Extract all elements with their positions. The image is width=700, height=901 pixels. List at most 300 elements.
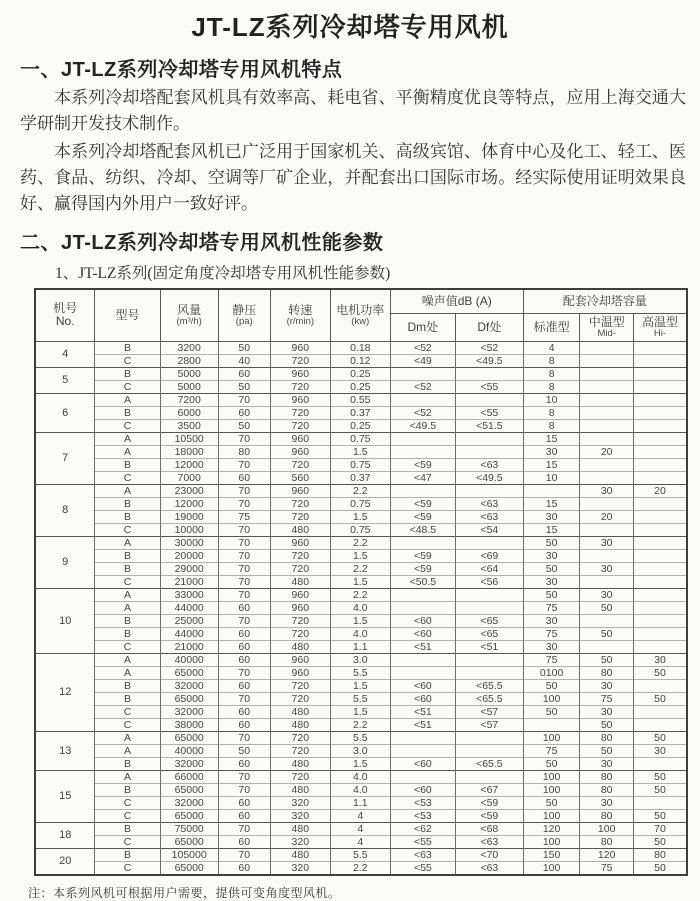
table-cell: 4 <box>523 341 580 354</box>
table-cell: 0.25 <box>330 367 390 380</box>
table-cell <box>523 718 580 731</box>
table-cell: 75 <box>523 601 580 614</box>
table-cell: <60 <box>390 692 455 705</box>
table-cell: 3.0 <box>330 744 390 757</box>
spec-table-header <box>35 289 687 341</box>
table-cell: <63 <box>455 861 523 875</box>
table-cell: <51.5 <box>455 419 523 432</box>
table-row <box>35 497 687 510</box>
table-cell: <63 <box>455 458 523 471</box>
table-row <box>35 653 687 666</box>
table-cell <box>390 653 455 666</box>
table-cell: 70 <box>218 393 270 406</box>
table-cell: <51 <box>455 640 523 653</box>
table-cell: 75000 <box>160 822 218 835</box>
table-cell: 50 <box>580 744 633 757</box>
table-cell: <49 <box>390 354 455 367</box>
table-cell: <62 <box>390 822 455 835</box>
table-cell: 50 <box>633 770 687 783</box>
table-cell: B <box>95 822 160 835</box>
table-cell: 33000 <box>160 588 218 601</box>
table-cell: 70 <box>218 523 270 536</box>
table-cell: <53 <box>390 796 455 809</box>
col-header-motor-power-label: 电机功率 <box>336 302 385 317</box>
table-cell <box>580 393 633 406</box>
table-cell: 50 <box>523 705 580 718</box>
table-cell: 60 <box>218 705 270 718</box>
table-cell: B <box>95 458 160 471</box>
table-cell: 960 <box>270 666 330 679</box>
table-cell <box>390 744 455 757</box>
table-cell: 480 <box>270 718 330 731</box>
table-cell: 23000 <box>160 484 218 497</box>
table-cell: 0.12 <box>330 354 390 367</box>
table-cell: 32000 <box>160 796 218 809</box>
table-row <box>35 341 687 354</box>
table-cell <box>633 380 687 393</box>
col-header-motor-power-unit: (kw) <box>351 315 370 327</box>
table-cell: B <box>95 341 160 354</box>
machine-no-cell: 15 <box>35 770 95 822</box>
table-row <box>35 822 687 835</box>
machine-no-cell: 20 <box>35 848 95 875</box>
table-cell: <59 <box>390 510 455 523</box>
table-row <box>35 679 687 692</box>
table-cell: 75 <box>218 510 270 523</box>
table-cell: <56 <box>455 575 523 588</box>
table-cell: C <box>95 354 160 367</box>
table-cell: <59 <box>390 549 455 562</box>
table-row <box>35 562 687 575</box>
table-cell <box>633 614 687 627</box>
table-cell: 60 <box>218 367 270 380</box>
table-cell: 7200 <box>160 393 218 406</box>
table-cell: 50 <box>523 796 580 809</box>
table-cell <box>633 341 687 354</box>
table-cell: 70 <box>218 458 270 471</box>
table-cell: 80 <box>633 848 687 861</box>
col-header-machine-no <box>35 289 95 341</box>
table-cell: 44000 <box>160 627 218 640</box>
table-cell <box>455 536 523 549</box>
col-header-df: Df处 <box>455 313 523 341</box>
table-cell: 1.5 <box>330 510 390 523</box>
table-cell <box>390 601 455 614</box>
table-row <box>35 731 687 744</box>
table-cell: <52 <box>390 380 455 393</box>
table-cell: 4 <box>330 809 390 822</box>
table-cell: 65000 <box>160 783 218 796</box>
features-paragraph-2: 本系列冷却塔配套风机已广泛用于国家机关、高级宾馆、体育中心及化工、轻工、医药、食品、纺织、冷却、空调等厂矿企业，并配套出口国际市场。经实际使用证明效果良好、赢得国内外用户一致好评。 <box>20 142 686 213</box>
table-cell: 70 <box>218 731 270 744</box>
table-cell: 70 <box>218 770 270 783</box>
table-cell: A <box>95 484 160 497</box>
table-cell <box>455 393 523 406</box>
table-cell: 50 <box>633 835 687 848</box>
table-cell: 720 <box>270 497 330 510</box>
table-row <box>35 458 687 471</box>
table-cell <box>633 575 687 588</box>
table-cell: 15 <box>523 458 580 471</box>
table-cell: <53 <box>390 809 455 822</box>
table-cell: 960 <box>270 601 330 614</box>
col-header-motor-power <box>330 289 390 341</box>
table-cell: 4 <box>330 835 390 848</box>
table-cell: 60 <box>218 601 270 614</box>
table-cell: 720 <box>270 458 330 471</box>
col-header-mid-temp <box>580 313 633 341</box>
table-cell <box>580 497 633 510</box>
table-cell: 1.5 <box>330 757 390 770</box>
table-cell: B <box>95 692 160 705</box>
table-cell: 960 <box>270 367 330 380</box>
table-cell: <52 <box>390 406 455 419</box>
table-cell: <63 <box>455 497 523 510</box>
table-cell: 65000 <box>160 692 218 705</box>
table-cell: <48.5 <box>390 523 455 536</box>
table-cell: A <box>95 432 160 445</box>
table-cell: 21000 <box>160 640 218 653</box>
table-cell: B <box>95 406 160 419</box>
table-cell: 320 <box>270 835 330 848</box>
table-cell: 60 <box>218 679 270 692</box>
table-cell: 50 <box>218 744 270 757</box>
table-cell: 2.2 <box>330 861 390 875</box>
table-cell <box>633 679 687 692</box>
table-cell: <69 <box>455 549 523 562</box>
table-cell: C <box>95 523 160 536</box>
table-cell <box>633 549 687 562</box>
table-cell: 560 <box>270 471 330 484</box>
table-cell: A <box>95 666 160 679</box>
table-cell: 75 <box>523 653 580 666</box>
table-cell: 60 <box>218 757 270 770</box>
table-cell: 70 <box>218 783 270 796</box>
table-cell: <54 <box>455 523 523 536</box>
col-header-high-temp-label: 高温型 <box>641 314 678 329</box>
table-cell: <59 <box>390 562 455 575</box>
table-cell: 15 <box>523 432 580 445</box>
table-cell <box>633 471 687 484</box>
table-cell: 30 <box>633 653 687 666</box>
table-cell: 12000 <box>160 497 218 510</box>
table-cell: C <box>95 835 160 848</box>
machine-no-cell: 5 <box>35 367 95 393</box>
table-cell: A <box>95 770 160 783</box>
table-cell: 5000 <box>160 380 218 393</box>
table-cell <box>633 627 687 640</box>
table-cell <box>633 445 687 458</box>
table-row <box>35 601 687 614</box>
table-cell: <52 <box>390 341 455 354</box>
table-cell: 50 <box>523 679 580 692</box>
table-cell: A <box>95 601 160 614</box>
table-cell: 320 <box>270 809 330 822</box>
table-cell: 720 <box>270 562 330 575</box>
table-cell: 30 <box>580 562 633 575</box>
table-cell: 60 <box>218 796 270 809</box>
table-cell <box>580 406 633 419</box>
table-cell <box>455 588 523 601</box>
table-cell: 3200 <box>160 341 218 354</box>
table-cell: 50 <box>218 419 270 432</box>
table-cell: 100 <box>523 731 580 744</box>
table-cell: 30000 <box>160 536 218 549</box>
table-cell: 960 <box>270 341 330 354</box>
table-cell: 65000 <box>160 666 218 679</box>
table-cell <box>633 562 687 575</box>
table-cell: <63 <box>390 848 455 861</box>
table-cell: B <box>95 627 160 640</box>
table-cell: 10500 <box>160 432 218 445</box>
table-cell: 0.25 <box>330 419 390 432</box>
table-cell: 70 <box>218 484 270 497</box>
table-cell <box>580 367 633 380</box>
table-row <box>35 809 687 822</box>
table-cell <box>633 367 687 380</box>
table-cell: 2.2 <box>330 562 390 575</box>
table-cell <box>390 393 455 406</box>
table-cell: 0100 <box>523 666 580 679</box>
table-cell: 50 <box>633 809 687 822</box>
table-cell: 21000 <box>160 575 218 588</box>
table-cell: 80 <box>218 445 270 458</box>
table-cell <box>580 341 633 354</box>
table-cell: B <box>95 497 160 510</box>
table-cell: 60 <box>218 640 270 653</box>
table-cell: 960 <box>270 588 330 601</box>
table-cell: 65000 <box>160 861 218 875</box>
col-header-speed <box>270 289 330 341</box>
table-cell: 50 <box>633 692 687 705</box>
col-header-machine-no-label: 机号 <box>53 301 78 316</box>
table-row <box>35 640 687 653</box>
table-cell <box>455 367 523 380</box>
table-cell: A <box>95 445 160 458</box>
table-cell: 80 <box>580 783 633 796</box>
table-cell: B <box>95 549 160 562</box>
table-cell: 80 <box>580 666 633 679</box>
col-header-standard: 标准型 <box>523 313 580 341</box>
table-cell: 0.75 <box>330 497 390 510</box>
table-cell: 70 <box>218 549 270 562</box>
table-cell: A <box>95 588 160 601</box>
table-cell <box>455 770 523 783</box>
table-cell: 10000 <box>160 523 218 536</box>
table-cell: 100 <box>523 861 580 875</box>
table-cell: 80 <box>580 835 633 848</box>
table-cell: 0.75 <box>330 523 390 536</box>
table-cell: 50 <box>633 731 687 744</box>
col-header-dm: Dm处 <box>390 313 455 341</box>
table-cell: 4 <box>330 822 390 835</box>
table-row <box>35 666 687 679</box>
table-cell <box>580 354 633 367</box>
col-header-machine-no-sub: No. <box>55 314 75 329</box>
table-cell: 30 <box>523 445 580 458</box>
table-cell <box>390 484 455 497</box>
table-cell: 480 <box>270 848 330 861</box>
table-cell: C <box>95 861 160 875</box>
table-row <box>35 445 687 458</box>
table-cell: 65000 <box>160 731 218 744</box>
table-cell <box>633 757 687 770</box>
table-cell: 70 <box>218 575 270 588</box>
table-cell: 65000 <box>160 809 218 822</box>
table-cell: 30 <box>523 510 580 523</box>
table-cell: 720 <box>270 549 330 562</box>
col-header-airflow <box>160 289 218 341</box>
table-cell: C <box>95 718 160 731</box>
table-cell: 480 <box>270 757 330 770</box>
table-cell: 2800 <box>160 354 218 367</box>
table-cell: 320 <box>270 861 330 875</box>
table-cell: 10 <box>523 471 580 484</box>
table-row <box>35 575 687 588</box>
table-row <box>35 367 687 380</box>
table-row <box>35 796 687 809</box>
table-cell: 70 <box>218 536 270 549</box>
table-cell: 10 <box>523 393 580 406</box>
table-cell: 60 <box>218 835 270 848</box>
table-cell: 50 <box>580 601 633 614</box>
table-cell <box>390 731 455 744</box>
table-cell: 960 <box>270 393 330 406</box>
table-cell: 70 <box>218 562 270 575</box>
table-cell: B <box>95 848 160 861</box>
table-row <box>35 406 687 419</box>
table-cell: A <box>95 744 160 757</box>
table-cell: 0.25 <box>330 380 390 393</box>
table-cell: 50 <box>523 757 580 770</box>
table-cell: 5000 <box>160 367 218 380</box>
table-row <box>35 744 687 757</box>
table-cell: 70 <box>218 822 270 835</box>
table-cell <box>523 484 580 497</box>
table-cell: <57 <box>455 718 523 731</box>
table-cell <box>455 744 523 757</box>
table-cell: <60 <box>390 783 455 796</box>
table-cell: 50 <box>633 861 687 875</box>
table-cell: <70 <box>455 848 523 861</box>
col-header-speed-label: 转速 <box>288 302 313 317</box>
table-cell: 60 <box>218 653 270 666</box>
table-cell <box>455 666 523 679</box>
table-cell <box>633 601 687 614</box>
table-cell: 1.5 <box>330 705 390 718</box>
col-header-static-pressure-label: 静压 <box>232 302 257 317</box>
table-cell: 480 <box>270 705 330 718</box>
table-cell: 2.2 <box>330 484 390 497</box>
table-cell <box>633 536 687 549</box>
table-cell: 5.5 <box>330 731 390 744</box>
table-cell: A <box>95 536 160 549</box>
table-cell: B <box>95 510 160 523</box>
table-cell <box>580 523 633 536</box>
table-cell: 4.0 <box>330 601 390 614</box>
table-row <box>35 354 687 367</box>
spec-table-wrapper <box>34 288 688 876</box>
col-header-airflow-label: 风量 <box>177 302 202 317</box>
table-cell: 75 <box>580 861 633 875</box>
table-cell <box>633 588 687 601</box>
table-cell <box>633 406 687 419</box>
table-cell: C <box>95 380 160 393</box>
table-cell <box>633 393 687 406</box>
table-cell <box>633 796 687 809</box>
table-cell <box>390 588 455 601</box>
table-row <box>35 861 687 875</box>
table-cell: 105000 <box>160 848 218 861</box>
table-cell: A <box>95 393 160 406</box>
table-cell <box>633 432 687 445</box>
table-cell <box>580 640 633 653</box>
table-cell: 1.5 <box>330 445 390 458</box>
table-cell: <65.5 <box>455 692 523 705</box>
col-header-high-temp <box>633 313 687 341</box>
table-cell: 3.0 <box>330 653 390 666</box>
table-cell <box>580 419 633 432</box>
table-cell: 1.1 <box>330 796 390 809</box>
table-cell: B <box>95 562 160 575</box>
table-cell: 20000 <box>160 549 218 562</box>
table-cell: 720 <box>270 406 330 419</box>
table-cell: 0.18 <box>330 341 390 354</box>
table-cell <box>390 536 455 549</box>
table-cell: 0.37 <box>330 471 390 484</box>
table-cell: <51 <box>390 705 455 718</box>
table-cell: 4.0 <box>330 770 390 783</box>
table-cell: 75 <box>523 744 580 757</box>
table-cell: C <box>95 809 160 822</box>
table-cell: 720 <box>270 770 330 783</box>
table-cell: 32000 <box>160 757 218 770</box>
table-cell: 2.2 <box>330 718 390 731</box>
table-row <box>35 484 687 497</box>
table-cell: <55 <box>455 380 523 393</box>
table-cell: 1.5 <box>330 614 390 627</box>
table-cell: 1.5 <box>330 575 390 588</box>
table-cell: 30 <box>523 640 580 653</box>
table-cell: B <box>95 783 160 796</box>
table-cell <box>633 510 687 523</box>
table-cell <box>455 484 523 497</box>
table-cell: 15 <box>523 523 580 536</box>
table-cell: 100 <box>523 692 580 705</box>
table-cell: 8 <box>523 354 580 367</box>
table-cell: 18000 <box>160 445 218 458</box>
table-cell: <51 <box>390 640 455 653</box>
table-cell: 70 <box>218 432 270 445</box>
table-cell: 30 <box>580 484 633 497</box>
table-cell: 25000 <box>160 614 218 627</box>
table-cell: 5.5 <box>330 692 390 705</box>
table-cell: C <box>95 705 160 718</box>
table-cell <box>455 653 523 666</box>
spec-table-body <box>35 341 687 875</box>
table-cell: <63 <box>455 835 523 848</box>
table-cell: 8 <box>523 419 580 432</box>
table-cell: 80 <box>580 731 633 744</box>
col-header-static-pressure-unit: (pa) <box>235 315 253 327</box>
table-cell: 7000 <box>160 471 218 484</box>
section1-heading: 一、JT-LZ系列冷却塔专用风机特点 <box>20 59 343 81</box>
table-row <box>35 848 687 861</box>
table-cell: 720 <box>270 354 330 367</box>
table-cell <box>390 666 455 679</box>
table-cell: 8 <box>523 367 580 380</box>
table-cell: 480 <box>270 783 330 796</box>
